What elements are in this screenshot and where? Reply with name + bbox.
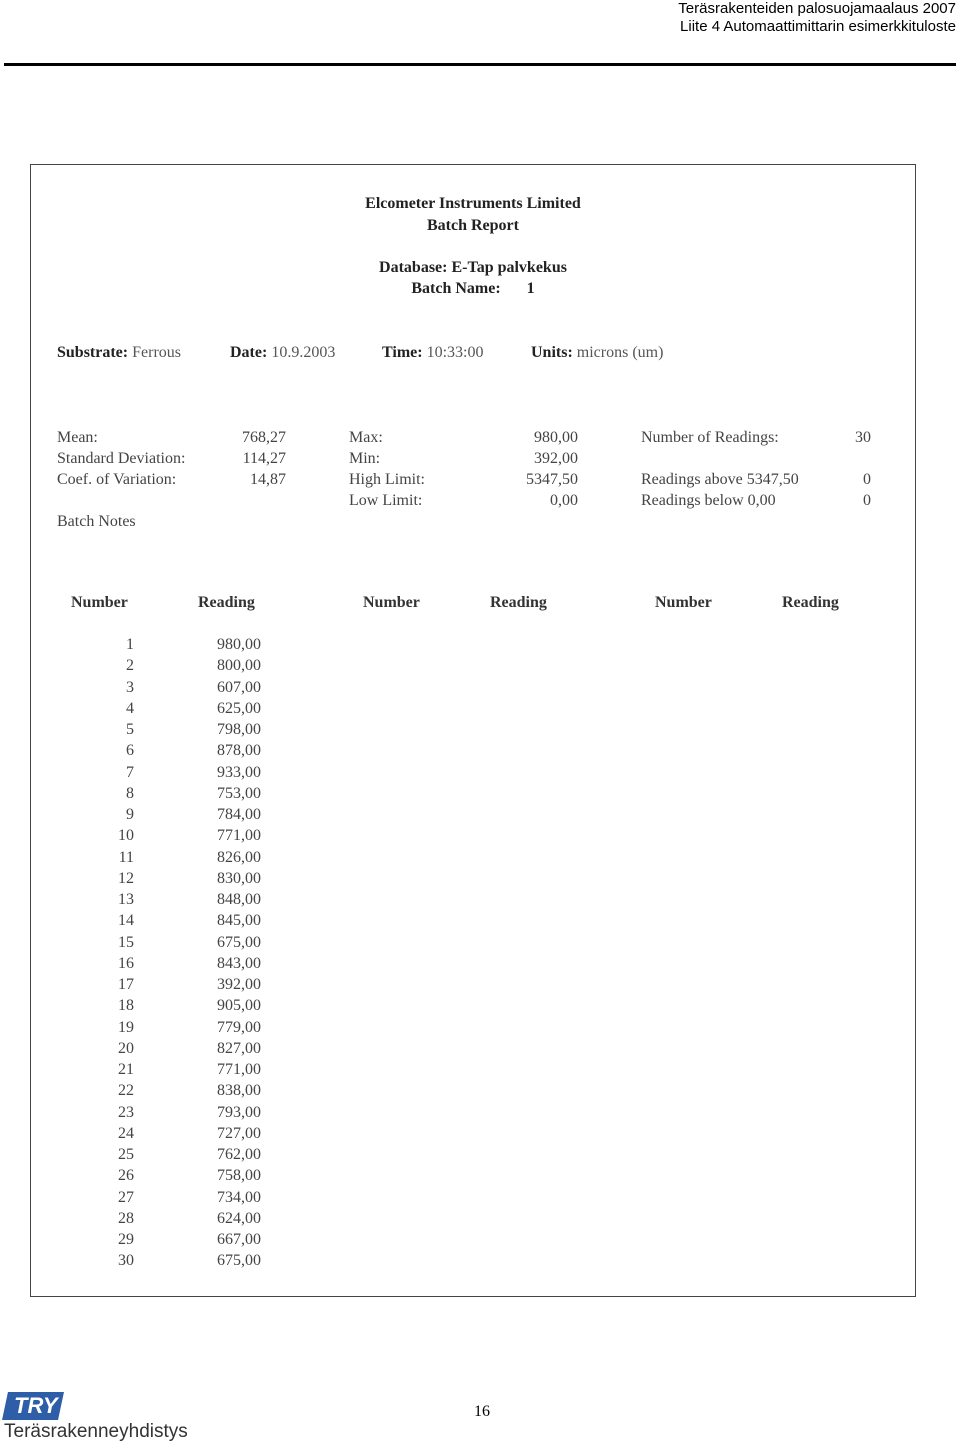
- reading-number: 1: [126, 636, 134, 653]
- high-limit-label: High Limit:: [349, 471, 425, 488]
- sd-value: 114,27: [242, 450, 286, 467]
- header-subtitle: Liite 4 Automaattimittarin esimerkkituloste: [680, 18, 956, 35]
- high-limit-value: 5347,50: [526, 471, 578, 488]
- reading-value: 779,00: [217, 1018, 261, 1036]
- reading-number: 30: [118, 1252, 134, 1270]
- min-value: 392,00: [534, 450, 578, 467]
- reading-value: 827,00: [217, 1039, 261, 1057]
- reading-number: 2: [126, 657, 134, 675]
- reading-value: 933,00: [217, 763, 261, 781]
- reading-value: 980,00: [217, 636, 261, 653]
- page-header: [678, 0, 956, 36]
- reading-value: 762,00: [217, 1146, 261, 1163]
- reading-value: 624,00: [217, 1209, 261, 1227]
- organization-name: Teräsrakenneyhdistys: [4, 1421, 188, 1442]
- reading-value: 830,00: [217, 869, 261, 887]
- reading-number: 8: [126, 784, 134, 802]
- column-header-reading: Reading: [198, 594, 255, 611]
- reading-count-label: Number of Readings:: [641, 429, 779, 446]
- substrate-label: Substrate:: [57, 344, 129, 361]
- cov-value: 14,87: [250, 471, 286, 488]
- reading-number: 4: [126, 699, 134, 717]
- reading-value: 848,00: [217, 891, 261, 908]
- reading-number: 20: [118, 1039, 134, 1057]
- time-field: [382, 344, 483, 362]
- date-field: [230, 344, 335, 362]
- reading-value: 607,00: [217, 678, 261, 696]
- reading-value: 392,00: [217, 976, 261, 993]
- reading-value: 753,00: [217, 784, 261, 802]
- reading-value: 675,00: [217, 1252, 261, 1270]
- reading-number: 14: [118, 912, 134, 930]
- column-header-reading: Reading: [782, 594, 839, 611]
- substrate-field: [57, 344, 181, 362]
- reading-number: 24: [118, 1124, 134, 1142]
- reading-value: 838,00: [217, 1082, 261, 1100]
- mean-value: 768,27: [242, 429, 286, 446]
- reading-count-value: 30: [855, 429, 871, 446]
- column-header-number: Number: [363, 594, 420, 611]
- units-label: Units:: [531, 344, 573, 361]
- reading-number: 19: [118, 1018, 134, 1036]
- units-value: microns (um): [576, 344, 664, 361]
- reading-number: 21: [118, 1061, 134, 1078]
- max-label: Max:: [349, 429, 383, 446]
- report-batch-name: [31, 280, 915, 298]
- reading-value: 727,00: [217, 1124, 261, 1142]
- report-database: Database: E-Tap palvkekus: [379, 259, 567, 276]
- reading-value: 771,00: [217, 1061, 261, 1078]
- column-header-reading: Reading: [490, 594, 547, 611]
- reading-number: 27: [118, 1188, 134, 1206]
- reading-value: 793,00: [217, 1103, 261, 1121]
- reading-value: 843,00: [217, 954, 261, 972]
- reading-value: 800,00: [217, 657, 261, 675]
- column-header-number: Number: [655, 594, 712, 611]
- date-label: Date:: [230, 344, 268, 361]
- mean-label: Mean:: [57, 429, 98, 446]
- reading-number: 16: [118, 954, 134, 972]
- report-title: Batch Report: [427, 217, 519, 234]
- reading-number: 13: [118, 891, 134, 908]
- reading-number: 10: [118, 827, 134, 845]
- reading-value: 826,00: [217, 848, 261, 866]
- reading-number: 15: [118, 933, 134, 951]
- readings-above-label: Readings above 5347,50: [641, 471, 799, 488]
- batch-report-frame: [30, 164, 916, 1297]
- units-field: [531, 344, 663, 362]
- page-number: 16: [474, 1403, 490, 1420]
- date-value: 10.9.2003: [271, 344, 336, 361]
- substrate-value: Ferrous: [132, 344, 181, 361]
- reading-number: 29: [118, 1231, 134, 1248]
- reading-value: 771,00: [217, 827, 261, 845]
- reading-number: 28: [118, 1209, 134, 1227]
- reading-number: 9: [126, 806, 134, 823]
- reading-number: 23: [118, 1103, 134, 1121]
- header-title: Teräsrakenteiden palosuojamaalaus 2007: [678, 0, 956, 17]
- report-company: Elcometer Instruments Limited: [365, 195, 581, 212]
- reading-value: 784,00: [217, 806, 261, 823]
- time-value: 10:33:00: [426, 344, 484, 361]
- reading-value: 758,00: [217, 1167, 261, 1185]
- max-value: 980,00: [534, 429, 578, 446]
- time-label: Time:: [382, 344, 423, 361]
- reading-value: 798,00: [217, 721, 261, 738]
- reading-value: 625,00: [217, 699, 261, 717]
- reading-number: 3: [126, 678, 134, 696]
- reading-value: 667,00: [217, 1231, 261, 1248]
- sd-label: Standard Deviation:: [57, 450, 186, 467]
- try-logo-text: TRY: [14, 1393, 58, 1418]
- reading-number: 26: [118, 1167, 134, 1185]
- reading-value: 845,00: [217, 912, 261, 930]
- reading-value: 905,00: [217, 997, 261, 1015]
- reading-number: 12: [118, 869, 134, 887]
- reading-number: 18: [118, 997, 134, 1015]
- reading-number: 11: [118, 848, 134, 866]
- reading-number: 5: [126, 721, 134, 738]
- readings-below-value: 0: [863, 492, 871, 509]
- batch-notes-label: Batch Notes: [57, 513, 136, 530]
- reading-value: 734,00: [217, 1188, 261, 1206]
- min-label: Min:: [349, 450, 381, 467]
- reading-number: 6: [126, 742, 134, 760]
- reading-number: 22: [118, 1082, 134, 1100]
- readings-above-value: 0: [863, 471, 871, 488]
- column-header-number: Number: [71, 594, 128, 611]
- readings-below-label: Readings below 0,00: [641, 492, 776, 509]
- header-rule: [4, 63, 956, 66]
- low-limit-value: 0,00: [550, 492, 578, 509]
- reading-number: 17: [118, 976, 134, 993]
- reading-number: 7: [126, 763, 134, 781]
- low-limit-label: Low Limit:: [349, 492, 423, 509]
- reading-value: 675,00: [217, 933, 261, 951]
- cov-label: Coef. of Variation:: [57, 471, 177, 488]
- reading-number: 25: [118, 1146, 134, 1163]
- reading-value: 878,00: [217, 742, 261, 760]
- batch-name-value: 1: [526, 280, 535, 297]
- batch-name-label: Batch Name:: [411, 280, 501, 297]
